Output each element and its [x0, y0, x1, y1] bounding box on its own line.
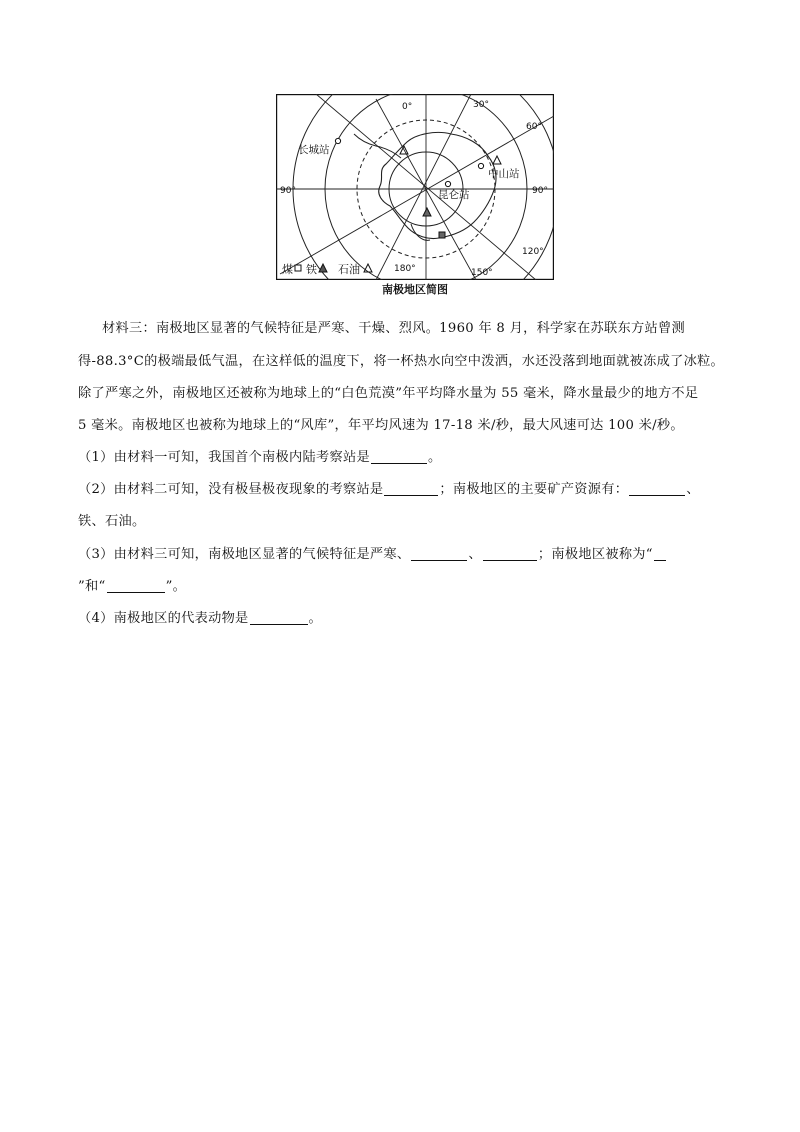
legend-coal-label: 煤 [282, 263, 293, 276]
question-1 [78, 446, 441, 465]
question-3-text: （3）由材料三可知，南极地区显著的气候特征是严寒、 [78, 547, 411, 562]
label-90-right-deg: 90° [532, 186, 548, 196]
kunlun-station-marker [445, 181, 450, 186]
question-2-text-b: ；南极地区的主要矿产资源有： [439, 482, 629, 497]
question-4-text: （4）南极地区的代表动物是 [78, 611, 249, 626]
answer-blank[interactable] [107, 578, 165, 593]
question-2-line2: 铁、石油。 [78, 514, 146, 529]
map-caption: 南极地区简图 [382, 283, 448, 296]
question-4-end: 。 [308, 611, 323, 626]
kunlun-station-label: 昆仑站 [438, 189, 470, 201]
zhongshan-station-marker [478, 163, 483, 168]
question-2-text-c: 、 [686, 482, 700, 497]
material3-line1 [78, 317, 685, 336]
legend-iron-label: 铁 [306, 263, 317, 276]
label-180-deg: 180° [394, 264, 416, 274]
question-2-text: （2）由材料二可知，没有极昼极夜现象的考察站是 [78, 482, 384, 497]
label-0-deg: 0° [402, 102, 413, 112]
answer-blank[interactable] [384, 481, 438, 496]
coal-icon [439, 232, 445, 238]
question-1-end: 。 [427, 450, 442, 465]
label-30-deg: 30° [473, 100, 489, 110]
question-1-text: （1）由材料一可知，我国首个南极内陆考察站是 [78, 450, 370, 465]
question-3-text-e: ”。 [165, 579, 187, 594]
question-3-text-b: 、 [468, 547, 482, 562]
material3-line3: 除了严寒之外，南极地区还被称为地球上的“白色荒漠”年平均降水量为 55 毫米，降水量最少的地方不足 [78, 386, 699, 401]
answer-blank[interactable] [483, 546, 537, 561]
material3-line4: 5 毫米。南极地区也被称为地球上的“风库”，年平均风速为 17-18 米/秒，最大风速可达 100 米/秒。 [78, 418, 684, 433]
question-3-text-c: ；南极地区被称为“ [537, 547, 653, 562]
label-60-deg: 60° [526, 122, 542, 132]
legend-coal-icon [295, 265, 301, 271]
label-120-deg: 120° [522, 247, 544, 257]
label-90-left-deg: 90° [280, 186, 296, 196]
question-3-line2 [78, 575, 186, 594]
answer-blank[interactable] [411, 546, 467, 561]
zhongshan-station-label: 中山站 [488, 168, 520, 180]
material3-line2: 得-88.3°C的极端最低气温，在这样低的温度下，将一杯热水向空中泼洒，水还没落到地面就被冻成了冰粒。 [78, 354, 725, 369]
antarctica-map [276, 94, 554, 280]
antarctica-map-svg [276, 94, 554, 280]
answer-blank[interactable] [371, 449, 427, 464]
label-150-deg: 150° [471, 268, 493, 278]
changcheng-station-label: 长城站 [298, 144, 330, 156]
material3-text-1: 材料三：南极地区显著的气候特征是严寒、干燥、烈风。1960 年 8 月，科学家在苏联东方站曾测 [102, 321, 685, 336]
answer-blank[interactable] [250, 610, 308, 625]
question-4 [78, 607, 322, 626]
question-2 [78, 478, 700, 497]
question-3-text-d: ”和“ [78, 579, 106, 594]
changcheng-station-marker [335, 138, 340, 143]
answer-blank[interactable] [629, 481, 685, 496]
legend-oil-label: 石油 [338, 263, 360, 276]
question-3 [78, 543, 667, 562]
answer-blank[interactable] [654, 546, 666, 561]
